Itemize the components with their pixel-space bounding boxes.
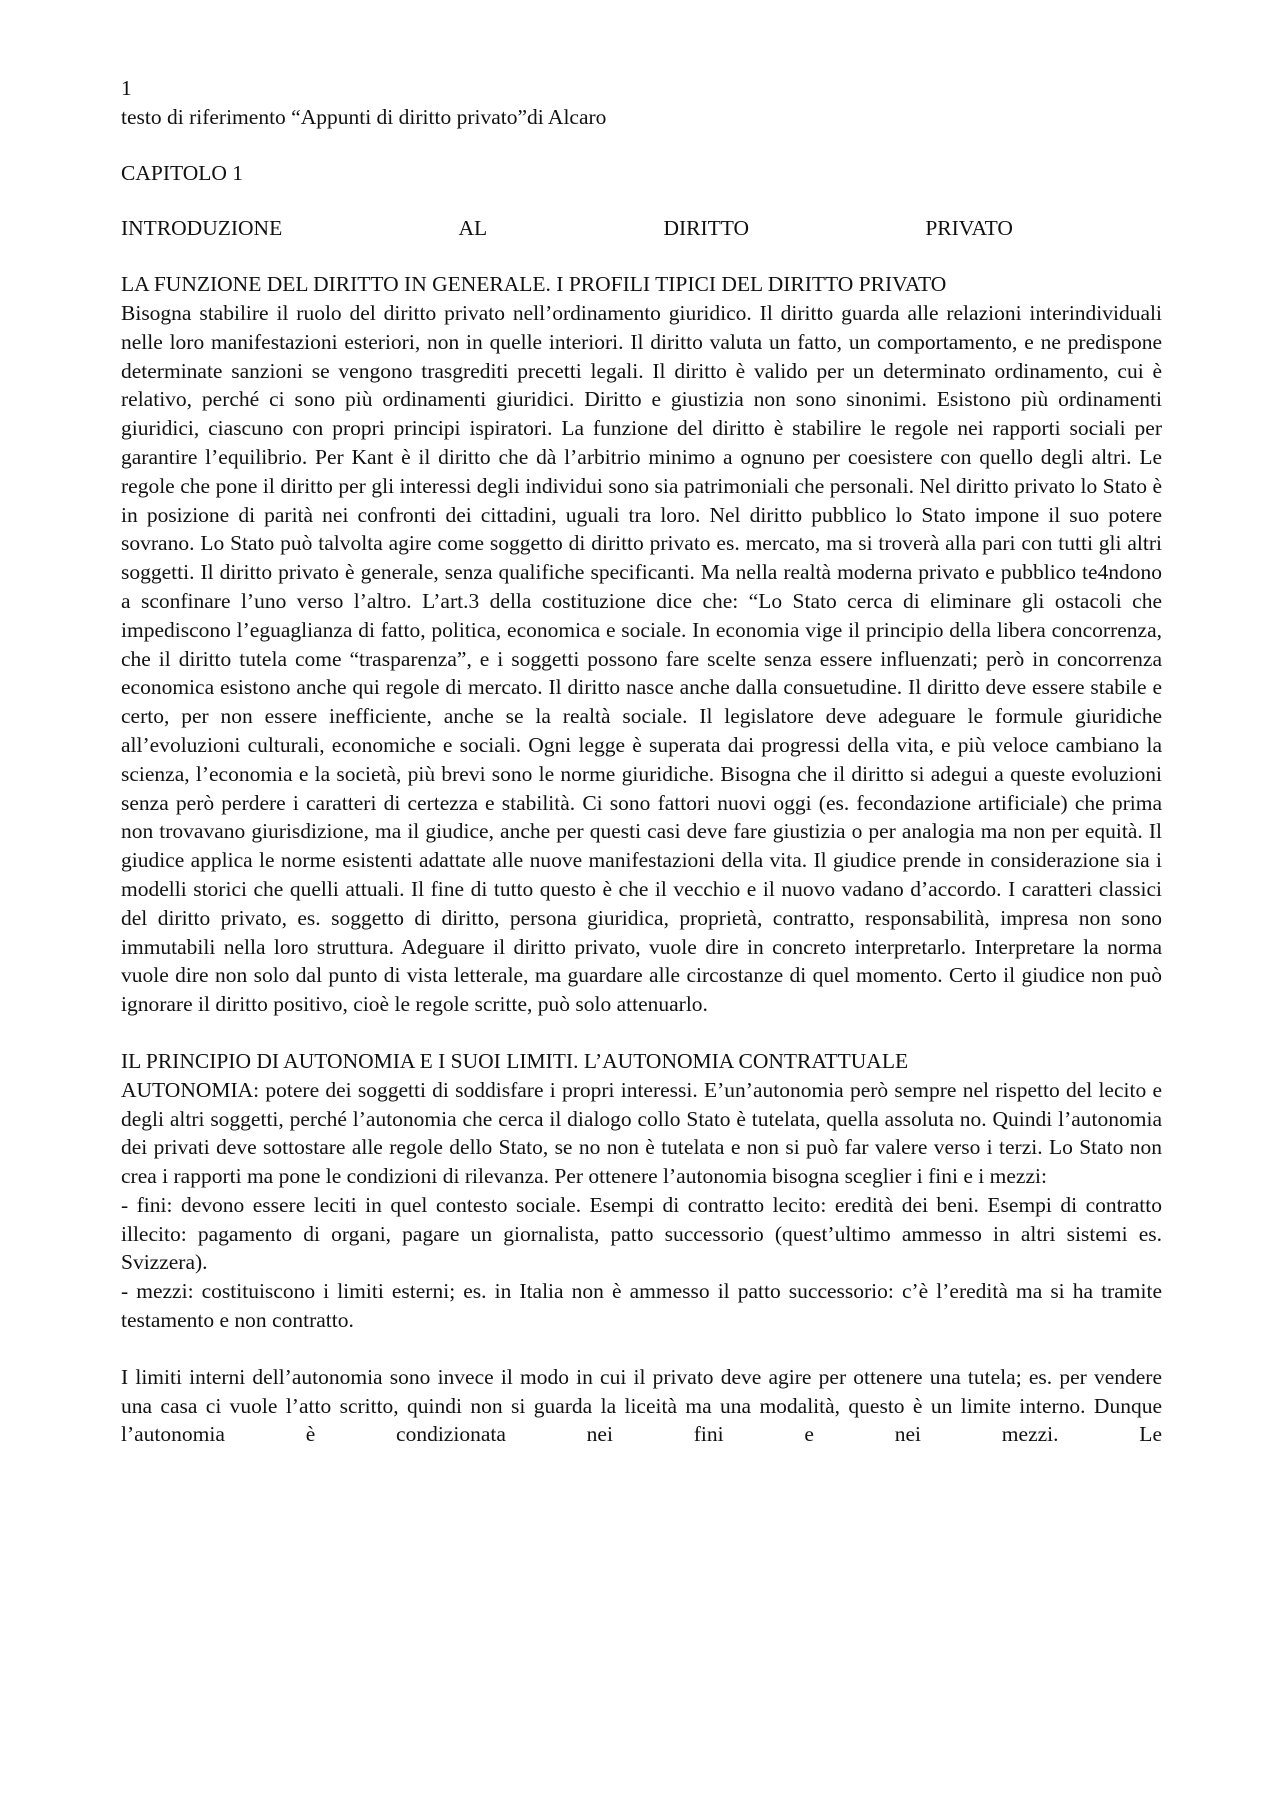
chapter-subtitle-word: AL [458,216,488,241]
paragraph-autonomia: AUTONOMIA: potere dei soggetti di soddisfare i propri interessi. E’un’autonomia però sempre nel rispetto del lecito e degli altri soggetti, perché l’autonomia che cerca il dialogo collo Stato è tutelata, quella assoluta no. Quindi l’autonomia dei privati deve sottostare alle regole dello Stato, se no non è tutelata e non si può far valere verso i terzi. Lo Stato non crea i rapporti ma pone le condizioni di rilevanza. Per ottenere l’autonomia bisogna sceglier i fini e i mezzi: [121,1077,1162,1189]
document-page [121,74,1162,1449]
chapter-subtitle-word: INTRODUZIONE [121,216,283,241]
chapter-subtitle [121,214,1013,243]
paragraph-limiti-interni: I limiti interni dell’autonomia sono invece il modo in cui il privato deve agire per ottenere una tutela; es. per vendere una casa ci vuole l’atto scritto, quindi non si guarda la liceità ma una modalità, questo è un limite interno. Dunque l’autonomia è condizionata nei fini e nei mezzi. Le [121,1364,1162,1447]
page-number: 1 [121,76,132,100]
chapter-title: CAPITOLO 1 [121,160,244,185]
paragraph-spacer [121,1335,1162,1363]
chapter-subtitle-word: DIRITTO [663,216,750,241]
section-heading-autonomia: IL PRINCIPIO DI AUTONOMIA E I SUOI LIMITI. L’AUTONOMIA CONTRATTUALE [121,1048,909,1073]
paragraph-funzione: Bisogna stabilire il ruolo del diritto privato nell’ordinamento giuridico. Il diritto guarda alle relazioni interindividuali nelle loro manifestazioni esteriori, non in quelle interiori. Il diritto valuta un fatto, un comportamento, e ne predispone determinate sanzioni se vengono trasgrediti precetti legali. Il diritto è valido per un determinato ordinamento, cui è relativo, perché ci sono più ordinamenti giuridici. Diritto e giustizia non sono sinonimi. Esistono più ordinamenti giuridici, ciascuno con propri principi ispiratori. La funzione del diritto è stabilire le regole nei rapporti sociali per garantire l’equilibrio. Per Kant è il diritto che dà l’arbitrio minimo a ognuno per coesistere con quello degli altri. Le regole che pone il diritto per gli interessi degli individui sono sia patrimoniali che personali. Nel diritto privato lo Stato è in posizione di parità nei confronti dei cittadini, uguali tra loro. Nel diritto pubblico lo Stato impone il suo potere sovrano. Lo Stato può talvolta agire come soggetto di diritto privato es. mercato, ma si troverà alla pari con tutti gli altri soggetti. Il diritto privato è generale, senza qualifiche specificanti. Ma nella realtà moderna privato e pubblico te4ndono a sconfinare l’uno verso l’altro. L’art.3 della costituzione dice che: “Lo Stato cerca di eliminare gli ostacoli che impediscono l’eguaglianza di fatto, politica, economica e sociale. In economia vige il principio della libera concorrenza, che il diritto tutela come “trasparenza”, e i soggetti possono fare scelte senza essere influenzati; però in concorrenza economica esistono anche qui regole di mercato. Il diritto nasce anche dalla consuetudine. Il diritto deve essere stabile e certo, per non essere inefficiente, anche se la realtà sociale. Il legislatore deve adeguare le formule giuridiche all’evoluzioni culturali, economiche e sociali. Ogni legge è superata dai progressi della vita, e più veloce cambiano la scienza, l’economia e la società, più brevi sono le norme giuridiche. Bisogna che il diritto si adegui a queste evoluzioni senza però perdere i caratteri di certezza e stabilità. Ci sono fattori nuovi oggi (es. fecondazione artificiale) che prima non trovavano giurisdizione, ma il giudice, anche per questi casi deve fare giustizia o per analogia ma non per equità. Il giudice applica le norme esistenti adattate alle nuove manifestazioni della vita. Il giudice prende in considerazione sia i modelli storici che quelli attuali. Il fine di tutto questo è che il vecchio e il nuovo vadano d’accordo. I caratteri classici del diritto privato, es. soggetto di diritto, persona giuridica, proprietà, contratto, responsabilità, impresa non sono immutabili nella loro struttura. Adeguare il diritto privato, vuole dire in concreto interpretarlo. Interpretare la norma vuole dire non solo dal punto di vista letterale, ma guardare alle circostanze di quel momento. Certo il giudice non può ignorare il diritto positivo, cioè le regole scritte, può solo attenuarlo. [121,300,1162,1017]
list-item-mezzi: - mezzi: costituiscono i limiti esterni; es. in Italia non è ammesso il patto successorio: c’è l’eredità ma si ha tramite testamento e non contratto. [121,1279,1162,1333]
paragraph-spacer [121,1019,1162,1047]
chapter-subtitle-word: PRIVATO [925,216,1013,241]
section-heading-funzione: LA FUNZIONE DEL DIRITTO IN GENERALE. I PROFILI TIPICI DEL DIRITTO PRIVATO [121,272,947,297]
list-item-fini: - fini: devono essere leciti in quel contesto sociale. Esempi di contratto lecito: eredità dei beni. Esempi di contratto illecito: pagamento di organi, pagare un giornalista, patto successorio (quest’ultimo ammesso in altri sistemi es. Svizzera). [121,1192,1162,1275]
reference-text: testo di riferimento “Appunti di diritto privato”di Alcaro [121,104,607,129]
